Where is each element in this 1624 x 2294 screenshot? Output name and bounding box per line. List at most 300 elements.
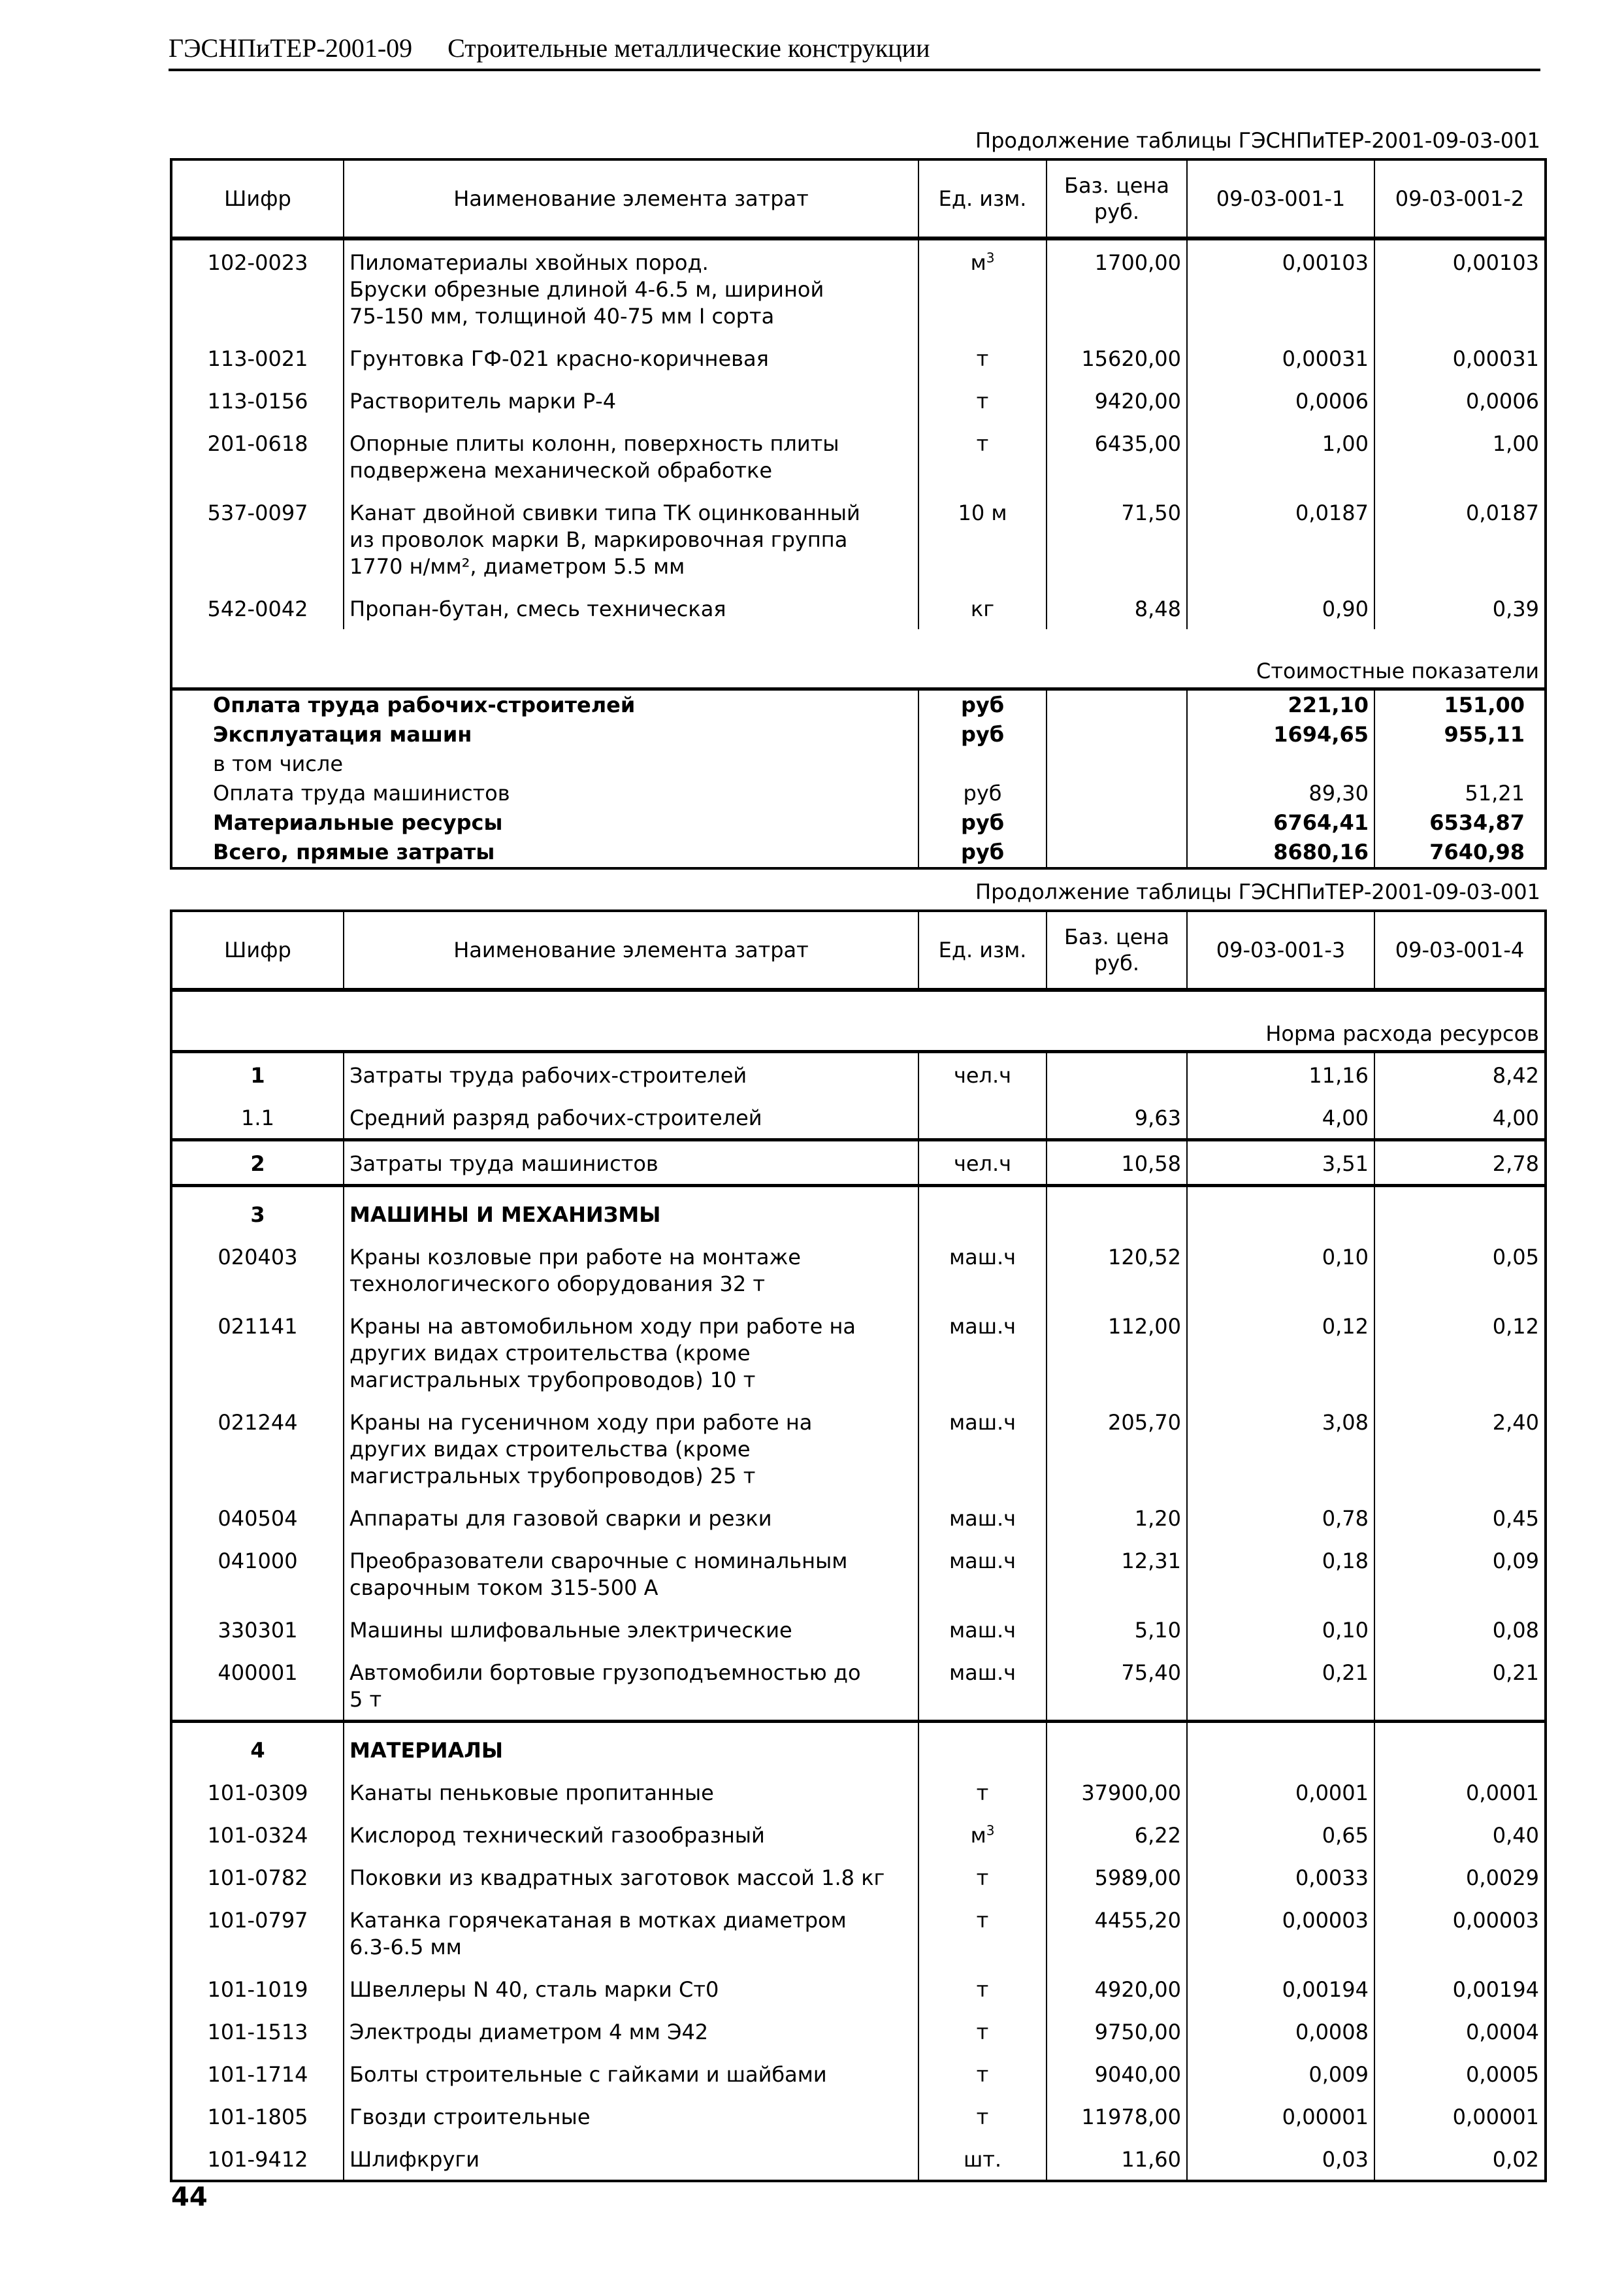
unit-text: м <box>970 250 986 275</box>
section-label-row <box>171 629 1546 689</box>
name-line: Канаты пеньковые пропитанные <box>349 1780 714 1805</box>
summary-value-b: 6534,87 <box>1374 808 1546 838</box>
resource-code: 113-0021 <box>171 336 344 379</box>
unit-of-measure <box>918 1140 1047 1186</box>
name-line: Катанка горячекатаная в мотках диаметром <box>349 1908 847 1933</box>
unit-of-measure <box>918 1967 1047 2010</box>
unit-of-measure <box>918 1400 1047 1496</box>
resource-name <box>344 1539 918 1608</box>
norm-value-b: 0,02 <box>1374 2137 1546 2181</box>
machine-row <box>171 1400 1546 1496</box>
unit-text: т <box>976 2062 989 2087</box>
summary-unit: руб <box>918 808 1047 838</box>
norm-value-b: 0,08 <box>1374 1608 1546 1650</box>
table-header-row <box>171 159 1546 238</box>
unit-of-measure <box>918 2010 1047 2052</box>
summary-value-a <box>1187 749 1374 779</box>
machine-row <box>171 1304 1546 1400</box>
norm-value-b: 0,00001 <box>1374 2095 1546 2137</box>
section-label: Стоимостные показатели <box>171 629 1546 689</box>
name-line: 75-150 мм, толщиной 40-75 мм I сорта <box>349 304 775 329</box>
name-line: Кислород технический газообразный <box>349 1823 765 1848</box>
summary-label: Материальные ресурсы <box>171 808 918 838</box>
norm-value-a: 1,00 <box>1187 421 1374 491</box>
section-number: 4 <box>171 1722 344 1771</box>
norm-value-b: 0,00031 <box>1374 336 1546 379</box>
summary-row <box>171 838 1546 868</box>
resource-name <box>344 421 918 491</box>
table-row <box>171 336 1546 379</box>
name-line: технологического оборудования 32 т <box>349 1271 766 1296</box>
name-line: подвержена механической обработке <box>349 458 773 483</box>
name-line: 5 т <box>349 1687 382 1712</box>
norm-value-b: 8,42 <box>1374 1052 1546 1096</box>
norm-value-a: 11,16 <box>1187 1052 1374 1096</box>
base-price: 71,50 <box>1047 491 1187 587</box>
base-price <box>1047 1052 1187 1096</box>
norm-value-b: 0,40 <box>1374 1813 1546 1856</box>
resource-name <box>344 1400 918 1496</box>
resource-table-2 <box>170 909 1547 2182</box>
unit-of-measure <box>918 491 1047 587</box>
unit-text: маш.ч <box>949 1506 1016 1531</box>
material-row <box>171 2010 1546 2052</box>
resource-code: 041000 <box>171 1539 344 1608</box>
empty-cell <box>1374 1186 1546 1236</box>
summary-unit <box>918 749 1047 779</box>
name-line: Канат двойной свивки типа ТК оцинкованный <box>349 500 860 525</box>
section-heading-row <box>171 1186 1546 1236</box>
empty-cell <box>918 1186 1047 1236</box>
resource-code: 020403 <box>171 1235 344 1304</box>
unit-of-measure <box>918 1304 1047 1400</box>
summary-value-a: 1694,65 <box>1187 720 1374 749</box>
summary-row <box>171 808 1546 838</box>
resource-code: 101-0324 <box>171 1813 344 1856</box>
resource-name <box>344 1856 918 1898</box>
empty-cell <box>1047 779 1187 808</box>
resource-code: 102-0023 <box>171 238 344 336</box>
unit-text: маш.ч <box>949 1410 1016 1435</box>
resource-name <box>344 587 918 629</box>
summary-value-b <box>1374 749 1546 779</box>
resource-table-1 <box>170 158 1547 870</box>
base-price: 75,40 <box>1047 1650 1187 1722</box>
norm-value-b: 0,00103 <box>1374 238 1546 336</box>
norm-value-a: 0,0001 <box>1187 1771 1374 1813</box>
empty-cell <box>1047 838 1187 868</box>
unit-text: чел.ч <box>953 1063 1012 1088</box>
base-price: 10,58 <box>1047 1140 1187 1186</box>
column-header-norm-2: 09-03-001-2 <box>1374 159 1546 238</box>
unit-of-measure <box>918 1608 1047 1650</box>
base-price: 5989,00 <box>1047 1856 1187 1898</box>
unit-of-measure <box>918 1856 1047 1898</box>
unit-text: т <box>976 1780 989 1805</box>
table-row <box>171 238 1546 336</box>
resource-name <box>344 2052 918 2095</box>
unit-of-measure <box>918 379 1047 421</box>
norm-value-b: 0,21 <box>1374 1650 1546 1722</box>
resource-name <box>344 1304 918 1400</box>
resource-name <box>344 2137 918 2181</box>
empty-cell <box>1047 749 1187 779</box>
table1-caption: Продолжение таблицы ГЭСНПиТЕР-2001-09-03-001 <box>975 128 1540 153</box>
base-price: 6435,00 <box>1047 421 1187 491</box>
base-price: 15620,00 <box>1047 336 1187 379</box>
column-header-name: Наименование элемента затрат <box>344 159 918 238</box>
summary-row <box>171 749 1546 779</box>
summary-unit: руб <box>918 838 1047 868</box>
base-price: 9,63 <box>1047 1096 1187 1140</box>
column-header-norm-1: 09-03-001-1 <box>1187 159 1374 238</box>
resource-code: 330301 <box>171 1608 344 1650</box>
page-header <box>169 33 1540 71</box>
unit-text: маш.ч <box>949 1548 1016 1573</box>
unit-text: т <box>976 389 989 414</box>
base-price: 1,20 <box>1047 1496 1187 1539</box>
table2-body <box>171 990 1546 2181</box>
resource-code: 1 <box>171 1052 344 1096</box>
base-price: 4920,00 <box>1047 1967 1187 2010</box>
name-line: Швеллеры N 40, сталь марки Ст0 <box>349 1977 719 2002</box>
norm-value-a: 0,00001 <box>1187 2095 1374 2137</box>
unit-text: чел.ч <box>953 1151 1012 1176</box>
summary-label: Оплата труда рабочих-строителей <box>171 689 918 721</box>
table-row <box>171 421 1546 491</box>
name-line: Краны на автомобильном ходу при работе на <box>349 1314 856 1339</box>
name-line: Электроды диаметром 4 мм Э42 <box>349 2020 709 2044</box>
material-row <box>171 2137 1546 2181</box>
empty-cell <box>1047 808 1187 838</box>
unit-of-measure <box>918 1096 1047 1140</box>
resource-code: 542-0042 <box>171 587 344 629</box>
resource-code: 021244 <box>171 1400 344 1496</box>
column-header-code: Шифр <box>171 911 344 990</box>
column-header-price: Баз. цена руб. <box>1047 159 1187 238</box>
unit-of-measure <box>918 1052 1047 1096</box>
name-line: Машины шлифовальные электрические <box>349 1618 792 1643</box>
unit-text: т <box>976 1977 989 2002</box>
unit-text: маш.ч <box>949 1314 1016 1339</box>
table-header-row <box>171 911 1546 990</box>
unit-text: м <box>970 1823 986 1848</box>
resource-name <box>344 491 918 587</box>
norm-value-b: 1,00 <box>1374 421 1546 491</box>
unit-superscript: 3 <box>986 250 995 266</box>
base-price: 37900,00 <box>1047 1771 1187 1813</box>
table2-caption: Продолжение таблицы ГЭСНПиТЕР-2001-09-03-001 <box>975 879 1540 904</box>
empty-cell <box>1374 1722 1546 1771</box>
name-line: Грунтовка ГФ-021 красно-коричневая <box>349 346 769 371</box>
section-label-row <box>171 990 1546 1052</box>
summary-label: Эксплуатация машин <box>171 720 918 749</box>
base-price: 11978,00 <box>1047 2095 1187 2137</box>
resource-name <box>344 1650 918 1722</box>
norm-value-b: 0,39 <box>1374 587 1546 629</box>
resource-name <box>344 379 918 421</box>
norm-value-a: 0,0187 <box>1187 491 1374 587</box>
unit-of-measure <box>918 421 1047 491</box>
name-line: Аппараты для газовой сварки и резки <box>349 1506 772 1531</box>
name-line: Гвозди строительные <box>349 2105 591 2129</box>
norm-value-b: 0,45 <box>1374 1496 1546 1539</box>
resource-name <box>344 336 918 379</box>
summary-label: Всего, прямые затраты <box>171 838 918 868</box>
norm-value-b: 0,00003 <box>1374 1898 1546 1967</box>
base-price: 112,00 <box>1047 1304 1187 1400</box>
machine-row <box>171 1650 1546 1722</box>
resource-code: 101-1805 <box>171 2095 344 2137</box>
resource-code: 101-0309 <box>171 1771 344 1813</box>
norm-value-a: 0,78 <box>1187 1496 1374 1539</box>
name-line: Пиломатериалы хвойных пород. <box>349 250 709 275</box>
name-line: Болты строительные с гайками и шайбами <box>349 2062 827 2087</box>
norm-value-b: 2,78 <box>1374 1140 1546 1186</box>
section-title: МАТЕРИАЛЫ <box>344 1722 918 1771</box>
resource-code: 040504 <box>171 1496 344 1539</box>
base-price: 8,48 <box>1047 587 1187 629</box>
norm-value-a: 0,00103 <box>1187 238 1374 336</box>
norm-value-a: 3,08 <box>1187 1400 1374 1496</box>
resource-name: Средний разряд рабочих-строителей <box>344 1096 918 1140</box>
material-row <box>171 2095 1546 2137</box>
unit-of-measure <box>918 2095 1047 2137</box>
norm-value-b: 0,05 <box>1374 1235 1546 1304</box>
empty-cell <box>1187 1186 1374 1236</box>
norm-value-a: 0,0008 <box>1187 2010 1374 2052</box>
norm-value-a: 0,10 <box>1187 1608 1374 1650</box>
labor-row <box>171 1140 1546 1186</box>
base-price: 4455,20 <box>1047 1898 1187 1967</box>
resource-code: 201-0618 <box>171 421 344 491</box>
summary-value-b: 51,21 <box>1374 779 1546 808</box>
norm-value-a: 0,00031 <box>1187 336 1374 379</box>
norm-value-b: 0,12 <box>1374 1304 1546 1400</box>
norm-value-a: 0,00194 <box>1187 1967 1374 2010</box>
base-price: 205,70 <box>1047 1400 1187 1496</box>
norm-value-b: 0,00194 <box>1374 1967 1546 2010</box>
norm-value-a: 4,00 <box>1187 1096 1374 1140</box>
resource-code: 400001 <box>171 1650 344 1722</box>
norm-value-b: 0,0006 <box>1374 379 1546 421</box>
unit-of-measure <box>918 238 1047 336</box>
summary-row <box>171 779 1546 808</box>
resource-code: 101-0782 <box>171 1856 344 1898</box>
material-row <box>171 1967 1546 2010</box>
material-row <box>171 1856 1546 1898</box>
column-header-code: Шифр <box>171 159 344 238</box>
summary-row <box>171 689 1546 721</box>
unit-text: т <box>976 1908 989 1933</box>
unit-of-measure <box>918 2137 1047 2181</box>
norm-value-b: 0,0187 <box>1374 491 1546 587</box>
section-heading-row <box>171 1722 1546 1771</box>
norm-value-b: 4,00 <box>1374 1096 1546 1140</box>
unit-text: т <box>976 2020 989 2044</box>
resource-name <box>344 238 918 336</box>
material-row <box>171 2052 1546 2095</box>
resource-name <box>344 2095 918 2137</box>
section-label: Норма расхода ресурсов <box>171 990 1546 1052</box>
name-line: Опорные плиты колонн, поверхность плиты <box>349 431 839 456</box>
resource-name <box>344 1771 918 1813</box>
document-title: Строительные металлические конструкции <box>447 33 930 63</box>
name-line: магистральных трубопроводов) 25 т <box>349 1464 756 1488</box>
resource-code: 021141 <box>171 1304 344 1400</box>
unit-of-measure <box>918 1898 1047 1967</box>
resource-code: 113-0156 <box>171 379 344 421</box>
name-line: Бруски обрезные длиной 4-6.5 м, шириной <box>349 277 824 302</box>
summary-unit: руб <box>918 720 1047 749</box>
norm-value-b: 0,0005 <box>1374 2052 1546 2095</box>
table-row <box>171 379 1546 421</box>
column-header-unit: Ед. изм. <box>918 911 1047 990</box>
unit-of-measure <box>918 1496 1047 1539</box>
empty-cell <box>1187 1722 1374 1771</box>
resource-name <box>344 1898 918 1967</box>
base-price: 9040,00 <box>1047 2052 1187 2095</box>
column-header-norm-3: 09-03-001-3 <box>1187 911 1374 990</box>
name-line: сварочным током 315-500 А <box>349 1575 658 1600</box>
summary-unit: руб <box>918 779 1047 808</box>
name-line: магистральных трубопроводов) 10 т <box>349 1368 756 1392</box>
unit-text: шт. <box>963 2147 1002 2172</box>
unit-text: т <box>976 1865 989 1890</box>
norm-value-a: 0,0033 <box>1187 1856 1374 1898</box>
column-header-price: Баз. цена руб. <box>1047 911 1187 990</box>
norm-value-a: 0,009 <box>1187 2052 1374 2095</box>
unit-of-measure <box>918 1771 1047 1813</box>
unit-of-measure <box>918 1650 1047 1722</box>
summary-value-a: 6764,41 <box>1187 808 1374 838</box>
column-header-name: Наименование элемента затрат <box>344 911 918 990</box>
unit-of-measure <box>918 336 1047 379</box>
name-line: других видах строительства (кроме <box>349 1341 751 1366</box>
norm-value-a: 0,65 <box>1187 1813 1374 1856</box>
empty-cell <box>1047 1186 1187 1236</box>
resource-name <box>344 2010 918 2052</box>
resource-name: Затраты труда машинистов <box>344 1140 918 1186</box>
unit-text: т <box>976 431 989 456</box>
norm-value-b: 2,40 <box>1374 1400 1546 1496</box>
resource-code: 101-1019 <box>171 1967 344 2010</box>
labor-row <box>171 1052 1546 1096</box>
unit-text: кг <box>970 597 995 621</box>
summary-unit: руб <box>918 689 1047 721</box>
name-line: 1770 н/мм², диаметром 5.5 мм <box>349 554 685 579</box>
document-code: ГЭСНПиТЕР-2001-09 <box>169 33 413 63</box>
summary-label: в том числе <box>171 749 918 779</box>
unit-of-measure <box>918 1235 1047 1304</box>
table-row <box>171 491 1546 587</box>
empty-cell <box>1047 689 1187 721</box>
norm-value-a: 0,12 <box>1187 1304 1374 1400</box>
unit-of-measure <box>918 1539 1047 1608</box>
norm-value-a: 0,0006 <box>1187 379 1374 421</box>
material-row <box>171 1898 1546 1967</box>
unit-text: маш.ч <box>949 1660 1016 1685</box>
table1-body <box>171 238 1546 868</box>
name-line: Поковки из квадратных заготовок массой 1.8 кг <box>349 1865 885 1890</box>
resource-code: 101-0797 <box>171 1898 344 1967</box>
resource-name <box>344 1608 918 1650</box>
norm-value-a: 0,03 <box>1187 2137 1374 2181</box>
norm-value-a: 0,21 <box>1187 1650 1374 1722</box>
name-line: Краны козловые при работе на монтаже <box>349 1245 801 1270</box>
summary-value-a: 8680,16 <box>1187 838 1374 868</box>
unit-text: 10 м <box>958 500 1007 525</box>
resource-name <box>344 1235 918 1304</box>
unit-text: маш.ч <box>949 1618 1016 1643</box>
machine-row <box>171 1235 1546 1304</box>
name-line: Преобразователи сварочные с номинальным <box>349 1548 848 1573</box>
base-price: 120,52 <box>1047 1235 1187 1304</box>
norm-value-a: 0,90 <box>1187 587 1374 629</box>
summary-value-a: 221,10 <box>1187 689 1374 721</box>
base-price: 6,22 <box>1047 1813 1187 1856</box>
machine-row <box>171 1539 1546 1608</box>
machine-row <box>171 1608 1546 1650</box>
unit-of-measure <box>918 2052 1047 2095</box>
unit-superscript: 3 <box>986 1822 995 1839</box>
section-number: 3 <box>171 1186 344 1236</box>
name-line: Краны на гусеничном ходу при работе на <box>349 1410 813 1435</box>
base-price: 12,31 <box>1047 1539 1187 1608</box>
table-row <box>171 587 1546 629</box>
resource-name <box>344 1967 918 2010</box>
page-number: 44 <box>171 2182 208 2212</box>
machine-row <box>171 1496 1546 1539</box>
name-line: 6.3-6.5 мм <box>349 1935 462 1959</box>
norm-value-a: 0,18 <box>1187 1539 1374 1608</box>
base-price: 9750,00 <box>1047 2010 1187 2052</box>
summary-label: Оплата труда машинистов <box>171 779 918 808</box>
unit-of-measure <box>918 1813 1047 1856</box>
material-row <box>171 1771 1546 1813</box>
resource-name <box>344 1813 918 1856</box>
resource-name <box>344 1496 918 1539</box>
unit-text: т <box>976 346 989 371</box>
summary-value-b: 151,00 <box>1374 689 1546 721</box>
base-price: 5,10 <box>1047 1608 1187 1650</box>
norm-value-a: 0,00003 <box>1187 1898 1374 1967</box>
empty-cell <box>1047 1722 1187 1771</box>
summary-value-b: 7640,98 <box>1374 838 1546 868</box>
resource-code: 2 <box>171 1140 344 1186</box>
norm-value-b: 0,0004 <box>1374 2010 1546 2052</box>
empty-cell <box>1047 720 1187 749</box>
norm-value-b: 0,09 <box>1374 1539 1546 1608</box>
name-line: из проволок марки В, маркировочная группа <box>349 527 848 552</box>
resource-code: 101-1513 <box>171 2010 344 2052</box>
norm-value-a: 0,10 <box>1187 1235 1374 1304</box>
resource-code: 537-0097 <box>171 491 344 587</box>
summary-value-b: 955,11 <box>1374 720 1546 749</box>
material-row <box>171 1813 1546 1856</box>
column-header-norm-4: 09-03-001-4 <box>1374 911 1546 990</box>
norm-value-b: 0,0029 <box>1374 1856 1546 1898</box>
unit-text: т <box>976 2105 989 2129</box>
section-title: МАШИНЫ И МЕХАНИЗМЫ <box>344 1186 918 1236</box>
unit-of-measure <box>918 587 1047 629</box>
resource-code: 101-9412 <box>171 2137 344 2181</box>
empty-cell <box>918 1722 1047 1771</box>
summary-row <box>171 720 1546 749</box>
name-line: Автомобили бортовые грузоподъемностью до <box>349 1660 861 1685</box>
base-price: 9420,00 <box>1047 379 1187 421</box>
base-price: 1700,00 <box>1047 238 1187 336</box>
